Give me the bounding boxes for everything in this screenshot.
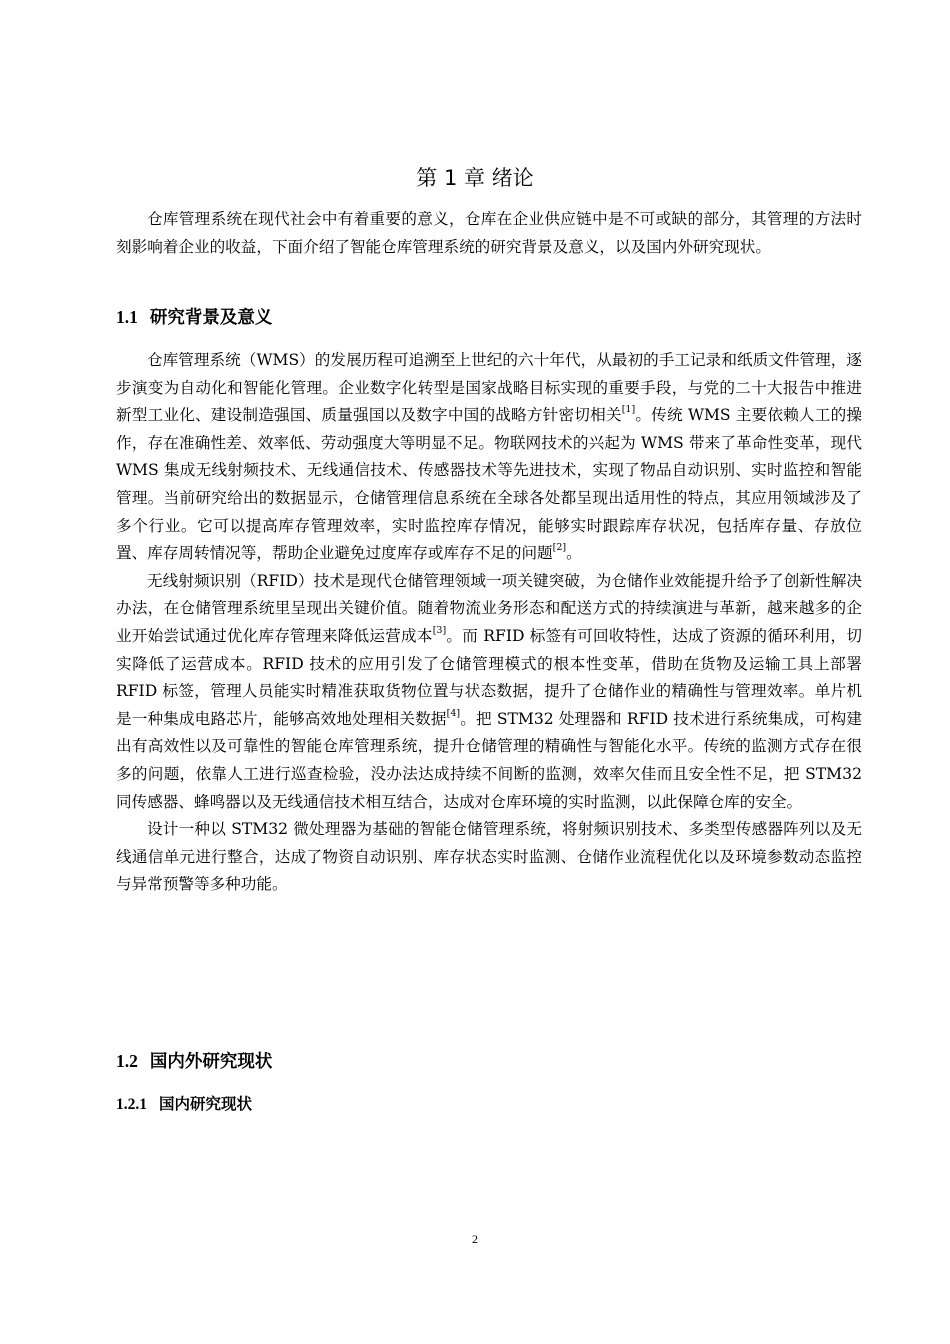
paragraph-text: 。把 STM32 处理器和 RFID 技术进行系统集成，可构建出有高效性以及可靠性的智能仓库管理系统，提升仓储管理的精确性与智能化水平。传统的监测方式存在很多的问题，依靠人工进行巡查检验，没办法达成持续不间断的监测，效率欠佳而且安全性不足，把 STM32 同传感器、蜂鸣器以及无线通信技术相互结合，达成对仓库环境的实时监测，以此保障仓库的安全。 [116, 709, 862, 811]
section-number: 1.2 [116, 1051, 138, 1071]
section-title: 国内外研究现状 [149, 1052, 273, 1072]
section-1-1-body [116, 347, 862, 899]
citation-4[interactable]: [4] [446, 707, 461, 719]
section-number: 1.1 [116, 307, 138, 327]
subsection-1-2-1-heading-block [116, 1089, 862, 1120]
intro-paragraph: 仓库管理系统在现代社会中有着重要的意义，仓库在企业供应链中是不可或缺的部分，其管理的方法时刻影响着企业的收益，下面介绍了智能仓库管理系统的研究背景及意义，以及国内外研究现状。 [116, 210, 862, 256]
section-title: 研究背景及意义 [149, 308, 273, 328]
paragraph-text: 仓库管理系统（WMS）的发展历程可追溯至上世纪的六十年代，从最初的手工记录和纸质文件管理，逐步演变为自动化和智能化管理。企业数字化转型是国家战略目标实现的重要手段，与党的二十大报告中推进新型工业化、建设制造强国、质量强国以及数字中国的战略方针密切相关 [116, 351, 862, 425]
intro-block [116, 206, 862, 261]
paragraph-text: 无线射频识别（RFID）技术是现代仓储管理领域一项关键突破，为仓储作业效能提升给予了创新性解决办法，在仓储管理系统里呈现出关键价值。随着物流业务形态和配送方式的持续演进与革新，越来越多的企业开始尝试通过优化库存管理来降低运营成本 [116, 571, 862, 645]
paragraph-system-design: 设计一种以 STM32 微处理器为基础的智能仓储管理系统，将射频识别技术、多类型传感器阵列以及无线通信单元进行整合，达成了物资自动识别、库存状态实时监测、仓储作业流程优化以及环境参数动态监控与异常预警等多种功能。 [116, 820, 862, 894]
paragraph-rfid [116, 568, 862, 816]
paragraph-wms-background [116, 347, 862, 568]
subsection-number: 1.2.1 [116, 1096, 147, 1113]
paragraph-text: 。 [566, 544, 582, 563]
section-1-2-heading-block [116, 1045, 862, 1078]
subsection-title: 国内研究现状 [159, 1095, 253, 1113]
paragraph-text: 。传统 WMS 主要依赖人工的操作，存在准确性差、效率低、劳动强度大等明显不足。物联网技术的兴起为 WMS 带来了革命性变革，现代 WMS 集成无线射频技术、无线通信技术、传感器技术等先进技术，实现了物品自动识别、实时监控和智能管理。当前研究给出的数据显示，仓储管理信息系统在全球各处都呈现出适用性的特点，其应用领域涉及了多个行业。它可以提高库存管理效率，实时监控库存情况，能够实时跟踪库存状况，包括库存量、存放位置、库存周转情况等，帮助企业避免过度库存或库存不足的问题 [116, 406, 862, 563]
section-heading-1-1 [116, 301, 862, 334]
citation-1[interactable]: [1] [621, 404, 636, 415]
citation-3[interactable]: [3] [432, 624, 447, 636]
citation-2[interactable]: [2] [552, 541, 567, 553]
section-1-1-heading-block [116, 301, 862, 334]
paragraph-text: 。而 RFID 标签有可回收特性，达成了资源的循环利用，切实降低了运营成本。RFID 技术的应用引发了仓储管理模式的根本性变革，借助在货物及运输工具上部署 RFID 标签，管理人员能实时精准获取货物位置与状态数据，提升了仓储作业的精确性与管理效率。单片机是一种集成电路芯片，能够高效地处理相关数据 [116, 626, 862, 728]
section-heading-1-2 [116, 1045, 862, 1078]
page-number: 2 [472, 1232, 478, 1246]
subsection-heading-1-2-1 [116, 1089, 862, 1120]
chapter-title: 第 1 章 绪论 [416, 166, 534, 190]
